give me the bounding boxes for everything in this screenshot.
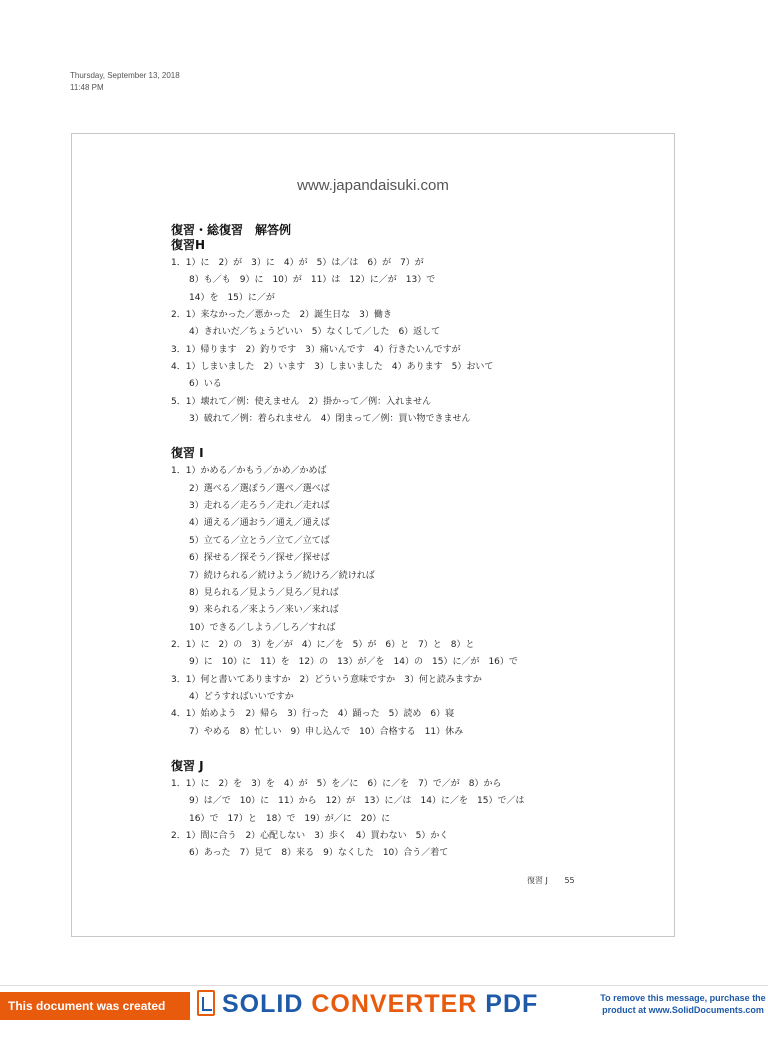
answer-line: 1．1）に 2）が 3）に 4）が 5）は／は 6）が 7）が	[171, 258, 424, 268]
answer-section	[171, 741, 641, 863]
arrow-icon	[176, 992, 190, 1020]
page-number: 55	[564, 876, 575, 885]
answer-line: 3）破れて／例：着られません 4）閉まって／例：買い物できません	[171, 414, 471, 425]
answer-line: 16）で 17）と 18）で 19）が／に 20）に	[171, 813, 391, 824]
answer-line: 4）どうすればいいですか	[171, 691, 294, 702]
answer-line: 14）を 15）に／が	[171, 292, 275, 303]
document-page	[71, 133, 675, 937]
brand-logo	[222, 988, 538, 1020]
answer-line: 8）も／も 9）に 10）が 11）は 12）に／が 13）で	[171, 275, 436, 286]
section-gap	[171, 428, 641, 446]
answer-content	[171, 219, 641, 863]
purchase-notice-line1: To remove this message, purchase the	[600, 993, 766, 1003]
banner-left-text: This document was created using	[0, 992, 190, 1020]
answer-line: 4．1）しまいました 2）います 3）しまいました 4）あります 5）おいて	[171, 362, 494, 373]
answer-line: 9）は／で 10）に 11）から 12）が 13）に／は 14）に／を 15）で／は	[171, 796, 525, 807]
answer-line: 9）に 10）に 11）を 12）の 13）が／を 14）の 15）に／が 16）で	[171, 657, 518, 668]
answer-line: 5）立てる／立とう／立て／立てば	[171, 535, 330, 546]
answer-line: 6）あった 7）見て 8）来る 9）なくした 10）合う／着て	[171, 848, 449, 859]
print-time: 11:48 PM	[70, 83, 104, 92]
answer-line: 2．1）来なかった／悪かった 2）誕生日な 3）働き	[171, 310, 392, 321]
page-footer	[527, 875, 589, 886]
answer-line: 1．1）に 2）を 3）を 4）が 5）を／に 6）に／を 7）で／が 8）から	[171, 778, 502, 789]
answer-line: 7）やめる 8）忙しい 9）申し込んで 10）合格する 11）休み	[171, 726, 464, 737]
answer-line: 4）きれいだ／ちょうどいい 5）なくして／した 6）返して	[171, 327, 441, 338]
answer-line: 3）走れる／走ろう／走れ／走れば	[171, 501, 330, 512]
answer-line: 6）探せる／探そう／探せ／探せば	[171, 553, 330, 564]
answer-line: 4）通える／通おう／通え／通えば	[171, 518, 330, 529]
section-title: 復習H	[171, 238, 206, 252]
answer-line: 3．1）何と書いてありますか 2）どういう意味ですか 3）何と読みますか	[171, 674, 482, 685]
section-gap	[171, 741, 641, 759]
brand-word-pdf: PDF	[485, 990, 539, 1018]
footer-section-label: 復習 J	[527, 876, 548, 885]
brand-word-solid: SOLID	[222, 990, 304, 1018]
answer-line: 7）続けられる／続けよう／続けろ／続ければ	[171, 570, 375, 581]
answer-line: 5．1）壊れて／例：使えません 2）掛かって／例：入れません	[171, 396, 432, 407]
site-url: www.japandaisuki.com	[297, 177, 449, 194]
converter-banner[interactable]	[0, 985, 768, 1041]
answer-line: 1．1）かめる／かもう／かめ／かめば	[171, 466, 327, 477]
purchase-notice-line2: product at www.SolidDocuments.com	[602, 1005, 764, 1015]
answer-line: 2．1）間に合う 2）心配しない 3）歩く 4）買わない 5）かく	[171, 830, 449, 841]
print-date: Thursday, September 13, 2018	[70, 71, 180, 80]
answer-line: 2）選べる／選ぼう／選べ／選べば	[171, 483, 330, 494]
answer-line: 4．1）始めよう 2）帰ら 3）行った 4）踊った 5）読め 6）寝	[171, 709, 455, 720]
print-timestamp	[70, 70, 180, 94]
answer-line: 6）いる	[171, 379, 222, 390]
answer-section	[171, 428, 641, 741]
answer-line: 8）見られる／見よう／見ろ／見れば	[171, 587, 339, 598]
brand-word-converter: CONVERTER	[311, 990, 478, 1018]
answer-line: 10）できる／しよう／しろ／すれば	[171, 622, 336, 633]
purchase-notice[interactable]	[600, 992, 766, 1016]
section-title: 復習 I	[171, 446, 204, 461]
page-heading: 復習・総復習 解答例	[171, 223, 292, 237]
pdf-document-icon	[197, 990, 215, 1016]
answer-sections	[171, 238, 641, 863]
section-title: 復習 J	[171, 758, 204, 773]
answer-section	[171, 238, 641, 428]
answer-line: 9）来られる／来よう／来い／来れば	[171, 605, 339, 616]
answer-line: 3．1）帰ります 2）釣りです 3）痛いんです 4）行きたいんですが	[171, 344, 461, 355]
answer-line: 2．1）に 2）の 3）を／が 4）に／を 5）が 6）と 7）と 8）と	[171, 639, 475, 650]
